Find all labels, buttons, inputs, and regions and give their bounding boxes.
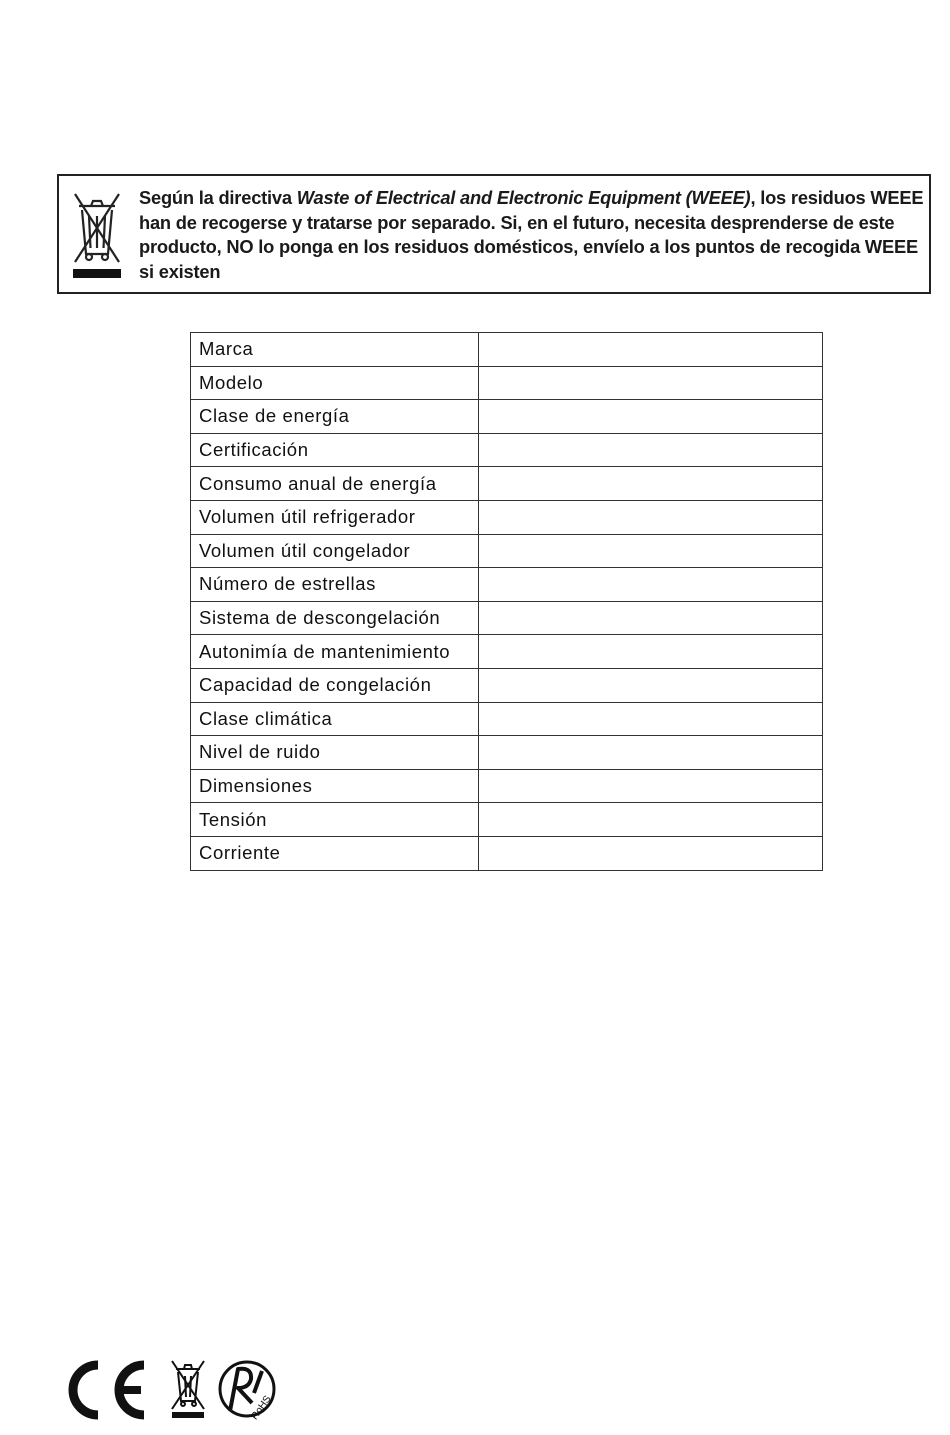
spec-label: Modelo	[191, 366, 479, 400]
ce-mark-icon	[73, 1365, 144, 1415]
spec-label: Tensión	[191, 803, 479, 837]
spec-label: Capacidad de congelación	[191, 668, 479, 702]
table-row	[191, 635, 823, 669]
table-row	[191, 366, 823, 400]
spec-label: Nivel de ruido	[191, 736, 479, 770]
crossed-out-bin-icon	[172, 1361, 204, 1418]
spec-label: Clase climática	[191, 702, 479, 736]
spec-value	[479, 333, 823, 367]
spec-value	[479, 668, 823, 702]
certification-logos	[68, 1357, 288, 1422]
table-row	[191, 702, 823, 736]
spec-label: Marca	[191, 333, 479, 367]
table-row	[191, 467, 823, 501]
spec-value	[479, 467, 823, 501]
crossed-out-bin-icon	[67, 186, 127, 281]
table-row	[191, 836, 823, 870]
spec-label: Clase de energía	[191, 400, 479, 434]
directive-name: Waste of Electrical and Electronic Equipment (WEEE)	[296, 187, 751, 208]
table-row	[191, 333, 823, 367]
spec-value	[479, 635, 823, 669]
table-row	[191, 668, 823, 702]
table-row	[191, 601, 823, 635]
rohs-icon	[220, 1362, 274, 1422]
table-row	[191, 568, 823, 602]
weee-notice-text: Según la directiva Waste of Electrical and Electronic Equipment (WEEE), los residuos WEEE han de recogerse y tratarse por separado. Si, en el futuro, necesita desprenderse de este producto, NO lo ponga en los residuos domésticos, envíelo a los puntos de recogida WEEE si existen	[139, 187, 924, 282]
spec-label: Autonimía de mantenimiento	[191, 635, 479, 669]
table-row	[191, 433, 823, 467]
spec-value	[479, 366, 823, 400]
table-row	[191, 500, 823, 534]
spec-value	[479, 400, 823, 434]
table-row	[191, 400, 823, 434]
spec-value	[479, 534, 823, 568]
spec-label: Corriente	[191, 836, 479, 870]
spec-value	[479, 769, 823, 803]
spec-label: Sistema de descongelación	[191, 601, 479, 635]
spec-value	[479, 836, 823, 870]
spec-value	[479, 500, 823, 534]
spec-label: Dimensiones	[191, 769, 479, 803]
spec-label: Certificación	[191, 433, 479, 467]
rohs-label: RoHS	[249, 1393, 274, 1422]
spec-value	[479, 568, 823, 602]
spec-value	[479, 803, 823, 837]
spec-value	[479, 736, 823, 770]
spec-label: Volumen útil refrigerador	[191, 500, 479, 534]
table-row	[191, 803, 823, 837]
spec-table	[190, 332, 823, 871]
spec-label: Consumo anual de energía	[191, 467, 479, 501]
table-row	[191, 769, 823, 803]
spec-label: Volumen útil congelador	[191, 534, 479, 568]
table-row	[191, 736, 823, 770]
spec-value	[479, 601, 823, 635]
spec-value	[479, 433, 823, 467]
table-row	[191, 534, 823, 568]
spec-label: Número de estrellas	[191, 568, 479, 602]
weee-notice	[57, 174, 931, 294]
spec-value	[479, 702, 823, 736]
